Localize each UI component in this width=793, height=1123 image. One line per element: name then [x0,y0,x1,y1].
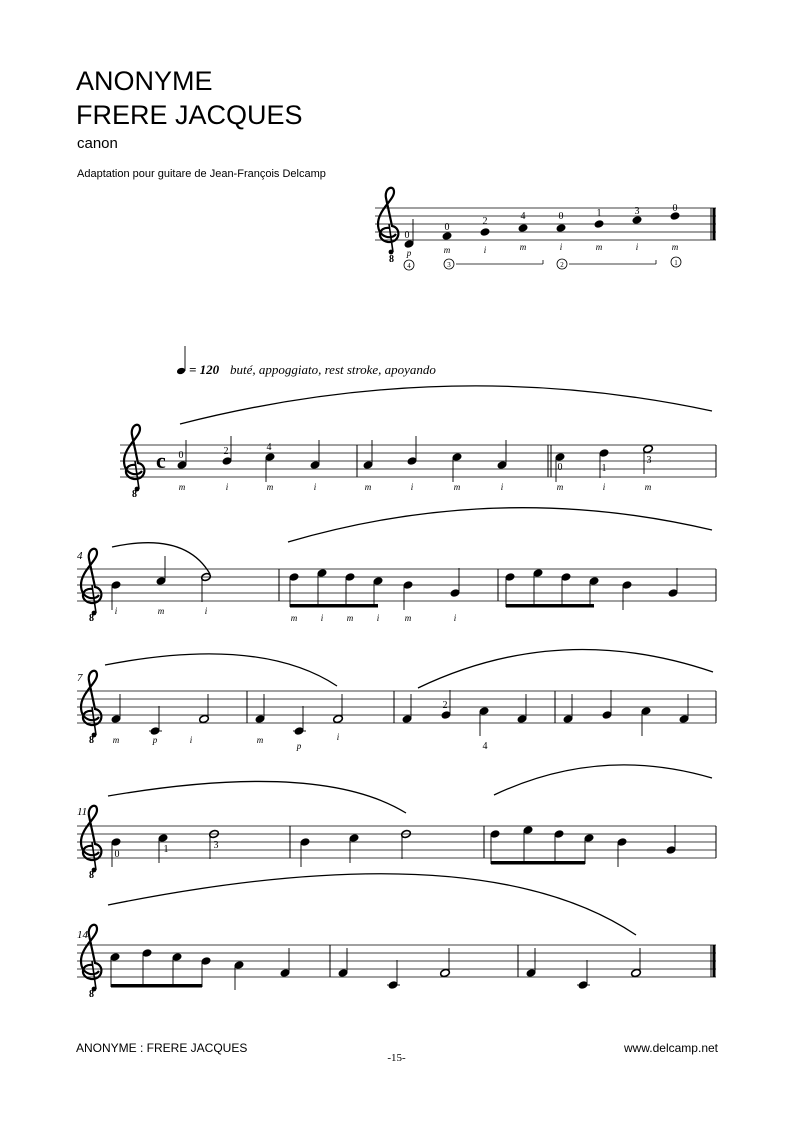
note [632,216,642,225]
svg-text:p: p [152,735,158,745]
svg-text:m: m [266,482,274,492]
slur [105,654,337,686]
note [497,461,507,470]
scale-right-hand [406,242,679,258]
right-hand-finger: p [406,248,412,258]
measure-number: 14 [77,929,88,941]
tempo-instruction: buté, appoggiato, rest stroke, apoyando [230,362,436,377]
footer-title: ANONYME : FRERE JACQUES [76,1041,248,1055]
note [556,224,566,233]
clef-octave: 8 [89,870,94,881]
tempo-value: = 120 [189,362,220,377]
piece-title: FRERE JACQUES [76,100,303,130]
right-hand-finger: i [635,242,639,252]
time-signature: c [156,448,166,473]
note [480,228,490,237]
svg-text:i: i [189,735,193,745]
clef-octave: 8 [89,613,94,624]
svg-text:i: i [336,732,340,742]
fingering: 0 [404,230,410,241]
svg-text:m: m [346,613,354,623]
slur [418,649,713,688]
scale-string-indications [404,257,681,270]
fingering: 3 [634,206,640,217]
fingering: 4 [520,211,526,222]
svg-text:i: i [313,482,317,492]
note [555,453,565,462]
system-4 [77,765,716,881]
note [599,449,609,458]
string-number: 1 [674,259,678,267]
note [407,457,417,466]
treble-clef [124,425,144,492]
note [518,224,528,233]
right-hand-finger: i [559,242,563,252]
svg-text:1: 1 [601,463,607,474]
beam [491,861,585,865]
treble-clef [81,549,101,616]
svg-text:i: i [225,482,229,492]
note [265,453,275,462]
tempo-marking [176,346,436,377]
system-3 [77,649,716,752]
clef-octave: 8 [132,489,137,500]
fingering: 0 [672,203,678,214]
note [442,232,452,241]
scale-treble-clef [378,188,398,255]
svg-text:p: p [296,741,302,751]
svg-text:0: 0 [557,462,563,473]
svg-text:m: m [556,482,564,492]
right-hand-finger: m [671,242,679,252]
system-1 [120,386,716,500]
scale-staff-lines [375,208,716,240]
svg-text:m: m [256,735,264,745]
measure-number: 11 [77,806,88,818]
right-hand-finger: m [595,242,603,252]
svg-text:m: m [290,613,298,623]
beam [506,604,594,608]
svg-text:i: i [376,613,380,623]
svg-text:2: 2 [442,700,448,711]
svg-text:3: 3 [213,840,219,851]
arrangement-credit: Adaptation pour guitare de Jean-François Delcamp [77,168,326,180]
page-number: -15- [387,1052,406,1064]
slur [288,508,712,542]
svg-text:m: m [364,482,372,492]
composer-name: ANONYME [76,66,213,96]
system-2 [77,508,716,624]
slur [108,781,406,813]
svg-text:i: i [602,482,606,492]
fingering: 1 [596,208,602,219]
fingering: 0 [444,222,450,233]
svg-text:4: 4 [482,741,488,752]
system-5 [77,874,716,1000]
string-number: 2 [560,261,564,269]
svg-text:1: 1 [163,844,169,855]
svg-text:2: 2 [223,446,229,457]
svg-text:m: m [112,735,120,745]
svg-text:i: i [320,613,324,623]
right-hand-finger: i [483,245,487,255]
svg-text:3: 3 [646,455,652,466]
footer-website: www.delcamp.net [623,1041,718,1055]
svg-text:0: 0 [178,450,184,461]
measure-number: 7 [77,672,83,684]
note [594,220,604,229]
slur [108,874,636,935]
svg-text:i: i [453,613,457,623]
string-number: 4 [407,262,411,270]
svg-text:i: i [410,482,414,492]
svg-text:m: m [157,606,165,616]
treble-clef [81,671,101,738]
note [310,461,320,470]
svg-text:m: m [404,613,412,623]
slur [180,386,712,424]
right-hand-finger: m [519,242,527,252]
svg-text:i: i [114,606,118,616]
svg-text:m: m [178,482,186,492]
svg-text:4: 4 [266,442,272,453]
right-hand-finger: m [443,245,451,255]
fingering: 0 [558,211,564,222]
svg-text:0: 0 [114,849,120,860]
scale-clef-octave: 8 [389,254,394,265]
svg-text:i: i [204,606,208,616]
beam [290,604,378,608]
svg-text:i: i [500,482,504,492]
note [363,461,373,470]
slur [494,765,712,795]
beam [111,984,202,988]
piece-subtitle: canon [77,135,118,152]
clef-octave: 8 [89,735,94,746]
fingering: 2 [482,216,488,227]
note [177,461,187,470]
measure-number: 4 [77,550,83,562]
note [452,453,462,462]
svg-text:m: m [644,482,652,492]
scale-example [375,188,716,270]
note [222,457,232,466]
svg-text:m: m [453,482,461,492]
string-number: 3 [447,261,451,269]
clef-octave: 8 [89,989,94,1000]
